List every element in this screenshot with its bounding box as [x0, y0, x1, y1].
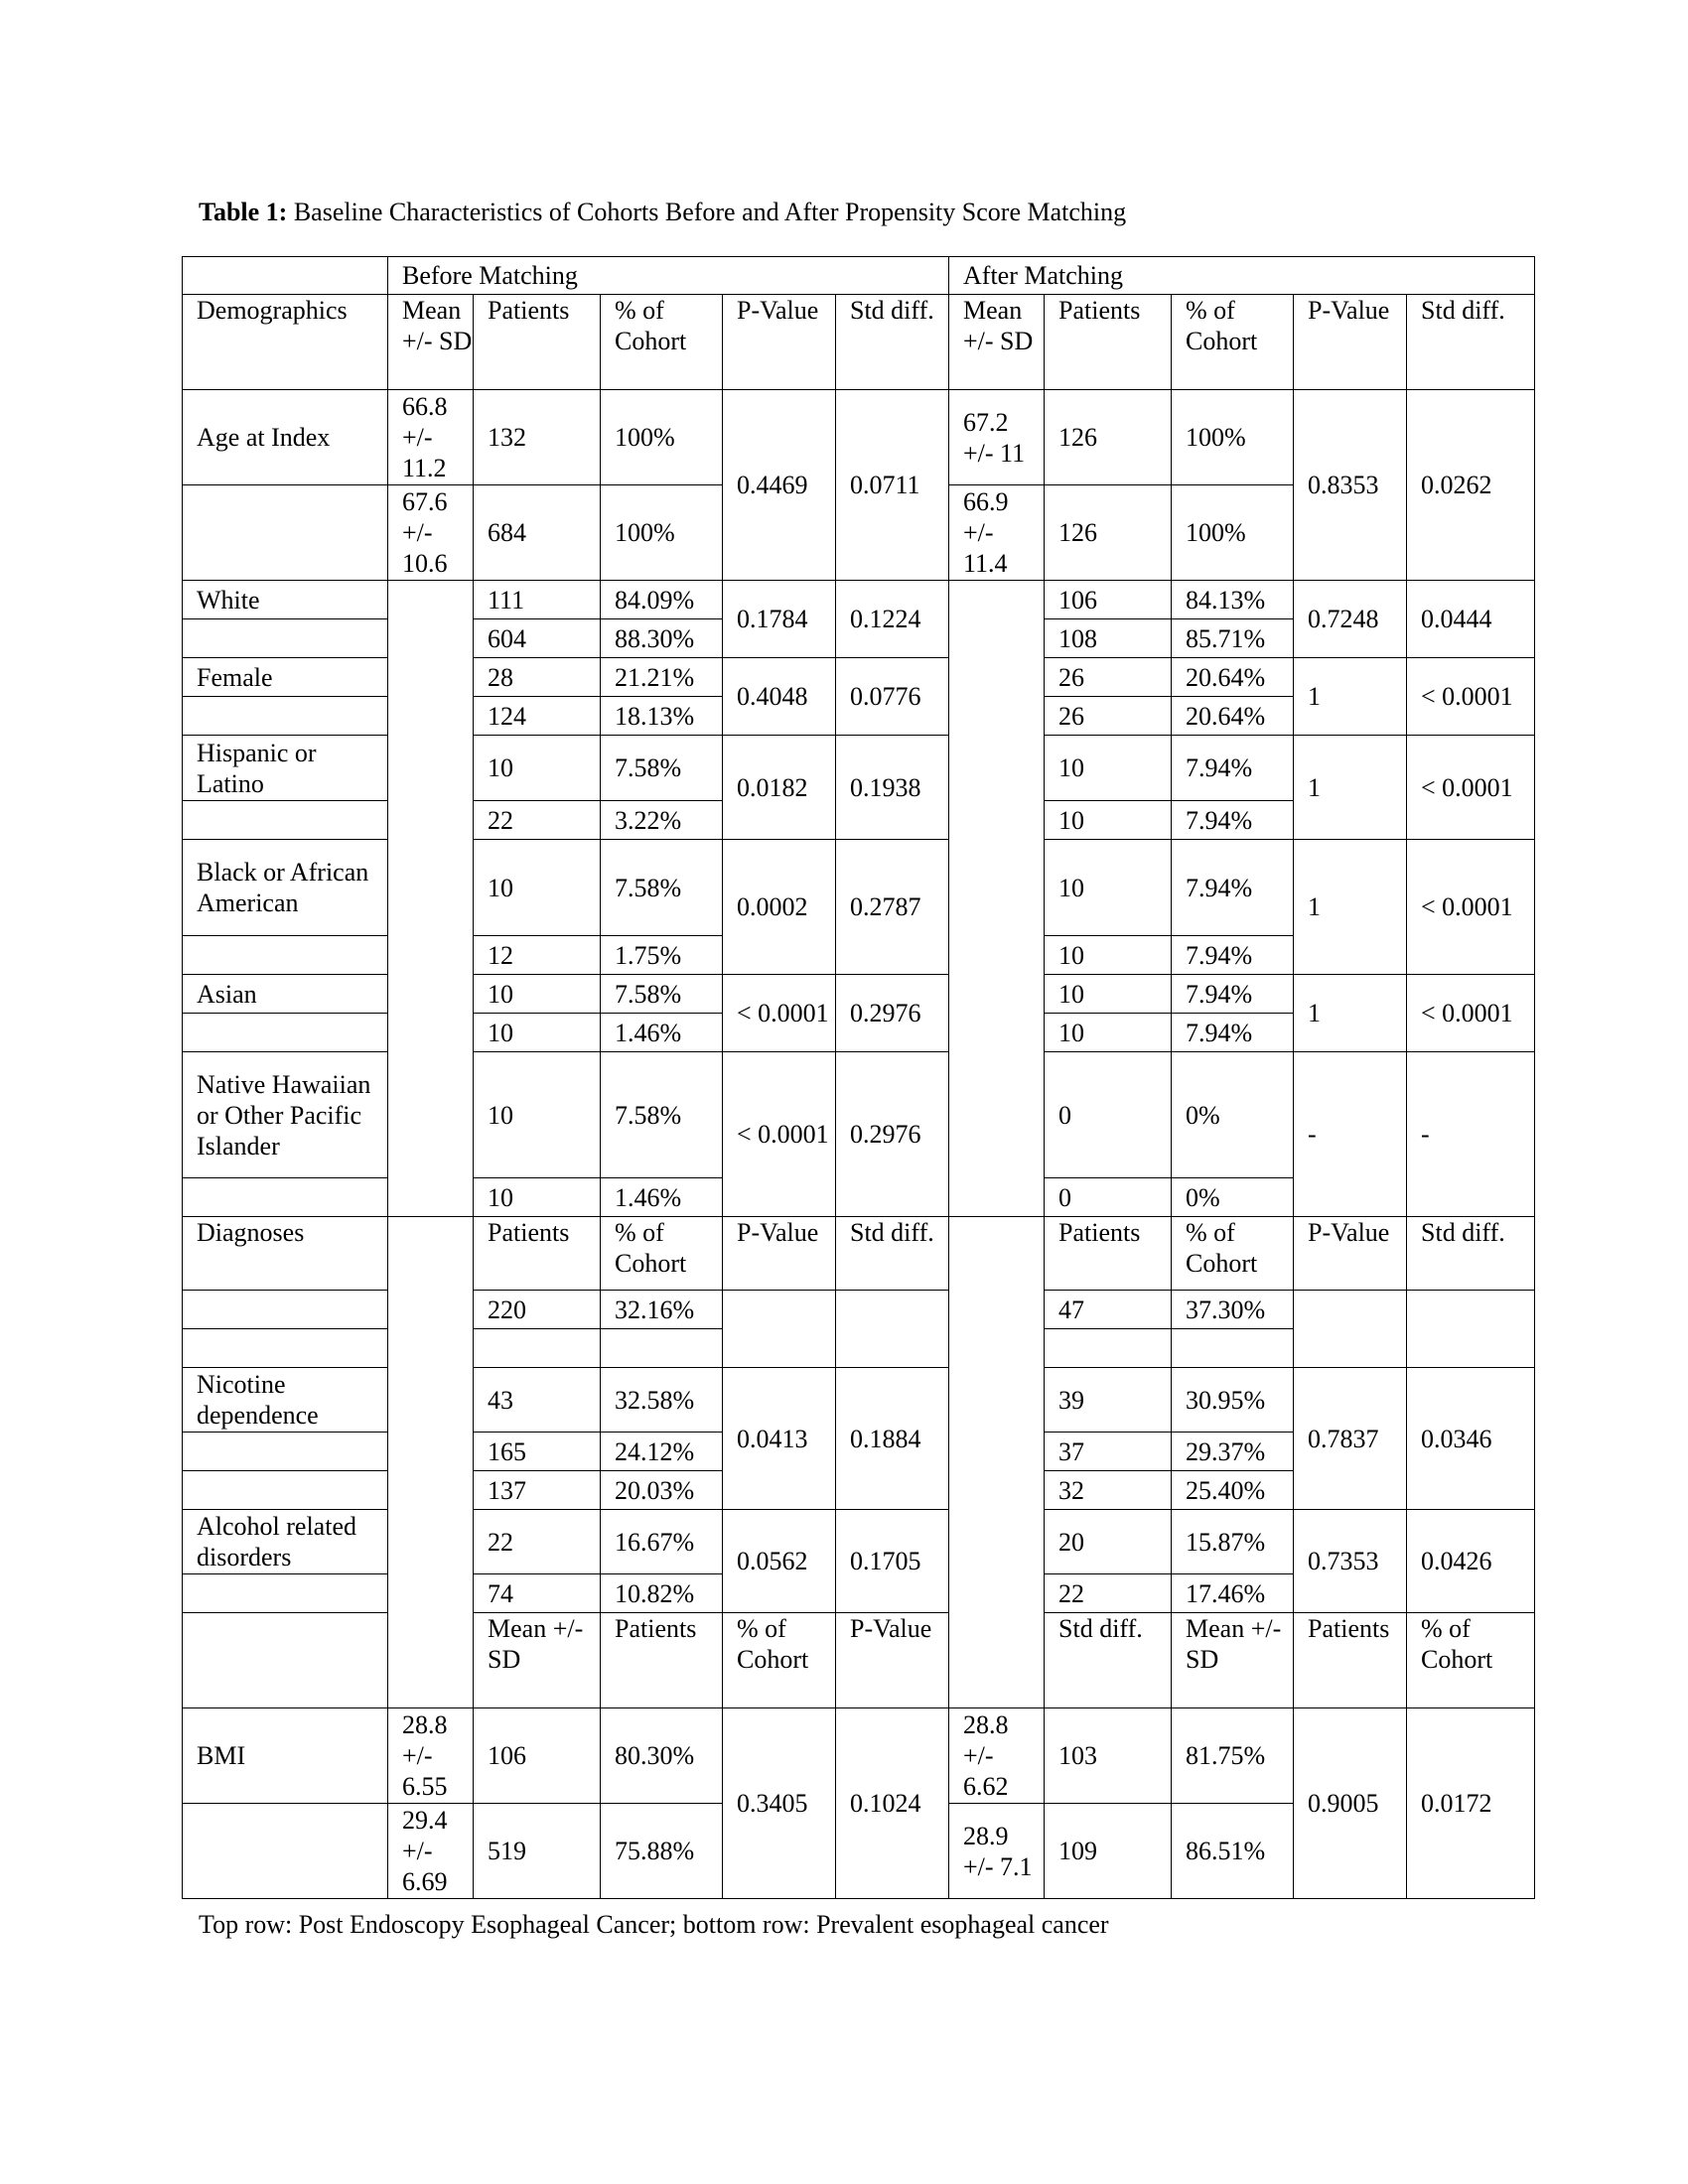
cell-pct: 85.71%	[1172, 619, 1294, 658]
mean-sd-empty-before	[388, 581, 474, 1217]
row-label-blank	[183, 1329, 388, 1368]
cell-mean: 28.8 +/- 6.62	[949, 1708, 1045, 1804]
cell-patients: 132	[474, 390, 601, 485]
cell-patients: 10	[1045, 936, 1172, 975]
row-label-age: Age at Index	[183, 390, 388, 485]
cell-patients: 604	[474, 619, 601, 658]
cell-pct: 0%	[1172, 1052, 1294, 1178]
cell-pct: 88.30%	[601, 619, 723, 658]
header-pct-cohort: % of Cohort	[601, 1217, 723, 1291]
header-after-matching: After Matching	[949, 257, 1535, 295]
row-label-blank	[183, 1291, 388, 1329]
cell-patients: 124	[474, 697, 601, 736]
cell-patients: 106	[1045, 581, 1172, 619]
cell-patients: 74	[474, 1574, 601, 1613]
mean-sd-empty-after	[949, 1217, 1045, 1708]
header-pct-cohort: % of Cohort	[1172, 1217, 1294, 1291]
table-row	[183, 1368, 1535, 1433]
cell-p-value: < 0.0001	[723, 975, 836, 1052]
header-patients: Patients	[1294, 1613, 1407, 1708]
table-row	[183, 1052, 1535, 1178]
cell-pct: 32.58%	[601, 1368, 723, 1433]
cell-std-diff: 0.0426	[1407, 1510, 1535, 1613]
header-p-value: P-Value	[723, 1217, 836, 1291]
cell-pct: 7.94%	[1172, 975, 1294, 1014]
row-label-blank	[183, 936, 388, 975]
cell-pct: 10.82%	[601, 1574, 723, 1613]
cell-patients: 20	[1045, 1510, 1172, 1574]
header-patients: Patients	[1045, 295, 1172, 390]
cell-patients: 28	[474, 658, 601, 697]
cell-patients: 126	[1045, 390, 1172, 485]
cell-patients: 32	[1045, 1471, 1172, 1510]
cell-patients: 12	[474, 936, 601, 975]
cell-patients: 10	[1045, 975, 1172, 1014]
cell-pct: 20.64%	[1172, 658, 1294, 697]
row-label-nicotine: Nicotine dependence	[183, 1368, 388, 1433]
header-pct-cohort: % of Cohort	[601, 295, 723, 390]
cell-std-diff: 0.0776	[836, 658, 949, 736]
row-label-hispanic: Hispanic or Latino	[183, 736, 388, 801]
cell-pct: 16.67%	[601, 1510, 723, 1574]
cell-pct: 29.37%	[1172, 1433, 1294, 1471]
cell-pct	[601, 1329, 723, 1368]
cell-mean: 28.8 +/- 6.55	[388, 1708, 474, 1804]
cell-pct: 1.75%	[601, 936, 723, 975]
header-std-diff: Std diff.	[836, 295, 949, 390]
cell-p-value: < 0.0001	[723, 1052, 836, 1217]
header-pct-cohort: % of Cohort	[1407, 1613, 1535, 1708]
cell-patients: 108	[1045, 619, 1172, 658]
table-row	[183, 390, 1535, 485]
cell-std-diff: 0.0262	[1407, 390, 1535, 581]
cell-std-diff	[836, 1291, 949, 1368]
table-row	[183, 736, 1535, 801]
cell-patients: 10	[1045, 801, 1172, 840]
row-label-asian: Asian	[183, 975, 388, 1014]
table-row	[183, 658, 1535, 697]
row-label-blank	[183, 485, 388, 581]
cell-patients: 37	[1045, 1433, 1172, 1471]
table-caption	[199, 197, 1126, 228]
cell-patients: 10	[1045, 840, 1172, 936]
cell-patients: 109	[1045, 1804, 1172, 1899]
cell-p-value: 0.8353	[1294, 390, 1407, 581]
cell-patients: 10	[474, 736, 601, 801]
cell-patients: 26	[1045, 697, 1172, 736]
cell-pct: 18.13%	[601, 697, 723, 736]
cell-pct: 100%	[601, 485, 723, 581]
cell-patients: 684	[474, 485, 601, 581]
row-label-blank	[183, 1574, 388, 1613]
cell-pct: 24.12%	[601, 1433, 723, 1471]
header-patients: Patients	[1045, 1217, 1172, 1291]
baseline-characteristics-table	[182, 256, 1535, 1899]
cell-pct: 25.40%	[1172, 1471, 1294, 1510]
cell-std-diff: 0.0711	[836, 390, 949, 581]
cell-patients: 126	[1045, 485, 1172, 581]
cell-p-value: 1	[1294, 840, 1407, 975]
cell-patients: 43	[474, 1368, 601, 1433]
header-demographics: Demographics	[183, 295, 388, 390]
cell-pct: 21.21%	[601, 658, 723, 697]
cell-std-diff: 0.1224	[836, 581, 949, 658]
cell-pct: 100%	[1172, 485, 1294, 581]
cell-patients: 165	[474, 1433, 601, 1471]
row-label-alcohol: Alcohol related disorders	[183, 1510, 388, 1574]
row-label-bmi: BMI	[183, 1708, 388, 1804]
table-row	[183, 1708, 1535, 1804]
row-label-blank	[183, 1471, 388, 1510]
cell-p-value: 0.3405	[723, 1708, 836, 1899]
header-p-value: P-Value	[723, 295, 836, 390]
cell-std-diff: 0.1938	[836, 736, 949, 840]
cell-std-diff: 0.2976	[836, 975, 949, 1052]
cell-pct: 15.87%	[1172, 1510, 1294, 1574]
mean-sd-empty-before	[388, 1217, 474, 1708]
table-row	[183, 581, 1535, 619]
cell-std-diff: 0.0444	[1407, 581, 1535, 658]
cell-pct: 3.22%	[601, 801, 723, 840]
cell-std-diff: < 0.0001	[1407, 736, 1535, 840]
cell-p-value: 0.0182	[723, 736, 836, 840]
cell-patients: 10	[474, 1014, 601, 1052]
table-row	[183, 840, 1535, 936]
cell-pct: 80.30%	[601, 1708, 723, 1804]
cell-pct: 20.03%	[601, 1471, 723, 1510]
cell-patients: 106	[474, 1708, 601, 1804]
table-row	[183, 1613, 1535, 1708]
table-row	[183, 1510, 1535, 1574]
header-std-diff: Std diff.	[1407, 295, 1535, 390]
cell-std-diff: 0.1024	[836, 1708, 949, 1899]
cell-std-diff: -	[1407, 1052, 1535, 1217]
header-blank-cell	[183, 257, 388, 295]
cell-patients: 10	[474, 1178, 601, 1217]
cell-patients: 26	[1045, 658, 1172, 697]
cell-patients: 0	[1045, 1178, 1172, 1217]
cell-patients: 0	[1045, 1052, 1172, 1178]
header-std-diff: Std diff.	[836, 1217, 949, 1291]
cell-pct: 7.58%	[601, 840, 723, 936]
cell-pct: 17.46%	[1172, 1574, 1294, 1613]
header-p-value: P-Value	[836, 1613, 949, 1708]
cell-patients: 10	[474, 840, 601, 936]
cell-mean: 66.9 +/- 11.4	[949, 485, 1045, 581]
header-before-matching: Before Matching	[388, 257, 949, 295]
row-label-blank	[183, 1014, 388, 1052]
cell-mean: 67.2 +/- 11	[949, 390, 1045, 485]
cell-std-diff: 0.2787	[836, 840, 949, 975]
cell-patients: 10	[1045, 1014, 1172, 1052]
cell-p-value: 0.0562	[723, 1510, 836, 1613]
cell-pct: 84.09%	[601, 581, 723, 619]
cell-patients: 39	[1045, 1368, 1172, 1433]
cell-pct	[1172, 1329, 1294, 1368]
cell-pct: 32.16%	[601, 1291, 723, 1329]
row-label-white: White	[183, 581, 388, 619]
cell-patients: 137	[474, 1471, 601, 1510]
cell-patients: 47	[1045, 1291, 1172, 1329]
cell-std-diff: 0.1705	[836, 1510, 949, 1613]
cell-std-diff: < 0.0001	[1407, 658, 1535, 736]
cell-pct: 0%	[1172, 1178, 1294, 1217]
cell-pct: 7.94%	[1172, 840, 1294, 936]
cell-pct: 100%	[1172, 390, 1294, 485]
header-mean-sd: Mean +/- SD	[474, 1613, 601, 1708]
header-std-diff: Std diff.	[1045, 1613, 1172, 1708]
header-p-value: P-Value	[1294, 1217, 1407, 1291]
cell-pct: 37.30%	[1172, 1291, 1294, 1329]
row-label-female: Female	[183, 658, 388, 697]
row-label-blank	[183, 1178, 388, 1217]
row-label-blank	[183, 801, 388, 840]
cell-p-value: 0.7248	[1294, 581, 1407, 658]
cell-patients: 220	[474, 1291, 601, 1329]
cell-patients	[474, 1329, 601, 1368]
cell-pct: 7.94%	[1172, 936, 1294, 975]
cell-pct: 7.94%	[1172, 736, 1294, 801]
table-row	[183, 975, 1535, 1014]
cell-std-diff: 0.0346	[1407, 1368, 1535, 1510]
row-label-blank	[183, 1804, 388, 1899]
cell-patients: 10	[1045, 736, 1172, 801]
cell-p-value: 0.4048	[723, 658, 836, 736]
cell-patients: 22	[474, 1510, 601, 1574]
cell-pct: 7.58%	[601, 736, 723, 801]
cell-std-diff: 0.1884	[836, 1368, 949, 1510]
row-label-blank	[183, 1433, 388, 1471]
cell-std-diff: 0.0172	[1407, 1708, 1535, 1899]
cell-pct: 1.46%	[601, 1178, 723, 1217]
cell-p-value: 1	[1294, 736, 1407, 840]
cell-p-value: 0.7353	[1294, 1510, 1407, 1613]
cell-pct: 81.75%	[1172, 1708, 1294, 1804]
cell-p-value: 1	[1294, 975, 1407, 1052]
cell-p-value: 0.9005	[1294, 1708, 1407, 1899]
cell-patients: 519	[474, 1804, 601, 1899]
header-patients: Patients	[601, 1613, 723, 1708]
cell-patients: 22	[474, 801, 601, 840]
cell-pct: 84.13%	[1172, 581, 1294, 619]
cell-pct: 30.95%	[1172, 1368, 1294, 1433]
cell-pct: 7.94%	[1172, 1014, 1294, 1052]
cell-pct: 7.58%	[601, 1052, 723, 1178]
cell-mean: 29.4 +/- 6.69	[388, 1804, 474, 1899]
table-caption-text: Baseline Characteristics of Cohorts Before and After Propensity Score Matching	[287, 198, 1127, 226]
row-label-black: Black or African American	[183, 840, 388, 936]
cell-std-diff	[1407, 1291, 1535, 1368]
cell-p-value: 1	[1294, 658, 1407, 736]
cell-mean: 67.6 +/- 10.6	[388, 485, 474, 581]
cell-patients: 22	[1045, 1574, 1172, 1613]
table-row	[183, 1291, 1535, 1329]
table-footnote: Top row: Post Endoscopy Esophageal Cancer; bottom row: Prevalent esophageal cancer	[199, 1910, 1109, 1939]
cell-p-value: 0.0002	[723, 840, 836, 975]
cell-patients	[1045, 1329, 1172, 1368]
cell-pct: 86.51%	[1172, 1804, 1294, 1899]
header-mean-sd: Mean +/- SD	[949, 295, 1045, 390]
cell-std-diff: < 0.0001	[1407, 975, 1535, 1052]
header-blank-cell	[183, 1613, 388, 1708]
cell-pct: 7.58%	[601, 975, 723, 1014]
header-mean-sd: Mean +/- SD	[1172, 1613, 1294, 1708]
cell-p-value: 0.0413	[723, 1368, 836, 1510]
cell-patients: 111	[474, 581, 601, 619]
cell-pct: 1.46%	[601, 1014, 723, 1052]
cell-pct: 7.94%	[1172, 801, 1294, 840]
table-caption-label: Table 1:	[199, 198, 288, 226]
cell-patients: 10	[474, 1052, 601, 1178]
header-mean-sd: Mean +/- SD	[388, 295, 474, 390]
header-diagnoses: Diagnoses	[183, 1217, 388, 1291]
header-pct-cohort: % of Cohort	[723, 1613, 836, 1708]
cell-p-value: -	[1294, 1052, 1407, 1217]
cell-std-diff: < 0.0001	[1407, 840, 1535, 975]
row-label-blank	[183, 619, 388, 658]
cell-std-diff: 0.2976	[836, 1052, 949, 1217]
table-row	[183, 1217, 1535, 1291]
cell-pct: 100%	[601, 390, 723, 485]
row-label-nhpi: Native Hawaiian or Other Pacific Islander	[183, 1052, 388, 1178]
cell-p-value	[723, 1291, 836, 1368]
cell-p-value	[1294, 1291, 1407, 1368]
header-patients: Patients	[474, 295, 601, 390]
row-label-blank	[183, 697, 388, 736]
mean-sd-empty-after	[949, 581, 1045, 1217]
cell-mean: 66.8 +/- 11.2	[388, 390, 474, 485]
cell-p-value: 0.4469	[723, 390, 836, 581]
cell-pct: 75.88%	[601, 1804, 723, 1899]
header-patients: Patients	[474, 1217, 601, 1291]
header-p-value: P-Value	[1294, 295, 1407, 390]
cell-patients: 10	[474, 975, 601, 1014]
cell-patients: 103	[1045, 1708, 1172, 1804]
table-row	[183, 295, 1535, 390]
cell-p-value: 0.1784	[723, 581, 836, 658]
header-std-diff: Std diff.	[1407, 1217, 1535, 1291]
cell-p-value: 0.7837	[1294, 1368, 1407, 1510]
cell-pct: 20.64%	[1172, 697, 1294, 736]
header-pct-cohort: % of Cohort	[1172, 295, 1294, 390]
table-row	[183, 257, 1535, 295]
cell-mean: 28.9 +/- 7.1	[949, 1804, 1045, 1899]
